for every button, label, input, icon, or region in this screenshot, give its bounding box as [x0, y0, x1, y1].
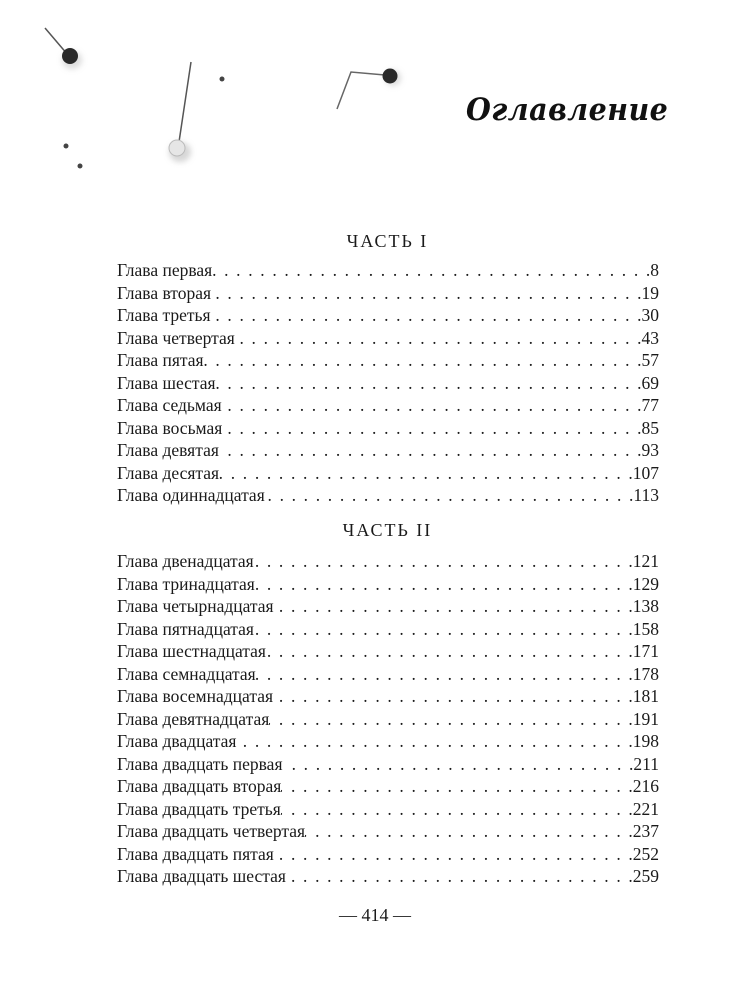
entry-label: Глава двадцать пятая: [117, 843, 274, 864]
dot-leader: [283, 753, 634, 776]
entry-page: 77: [641, 395, 659, 415]
toc-entry: [117, 462, 659, 485]
pin-icon: [45, 28, 82, 69]
entry-page: 221: [632, 798, 659, 819]
dot-icon: [64, 144, 69, 149]
page-title: Оглавление: [466, 92, 669, 128]
entry-label: Глава двадцать третья: [117, 798, 281, 819]
toc-entry: [117, 573, 659, 596]
entry-page: 30: [641, 305, 659, 325]
dot-leader: [305, 820, 633, 843]
entry-page: 171: [632, 641, 659, 661]
entry-label: Глава пятнадцатая: [117, 618, 254, 639]
entry-page: 85: [641, 417, 659, 438]
dot-leader: [254, 618, 633, 641]
entry-page: 178: [632, 663, 659, 684]
part-heading: ЧАСТЬ II: [342, 520, 433, 540]
dot-leader: [222, 417, 641, 440]
toc-entry: [117, 327, 659, 350]
dot-leader: [286, 865, 633, 888]
dot-leader: [222, 394, 642, 417]
entry-label: Глава одиннадцатая: [117, 485, 265, 505]
toc-entry: [117, 753, 659, 776]
entry-page: 93: [641, 440, 659, 460]
entry-label: Глава третья: [117, 305, 211, 325]
toc-list-part-2: [117, 550, 659, 888]
entry-page: 121: [632, 551, 659, 571]
toc-entry: [117, 550, 659, 573]
dot-icon: [220, 77, 225, 82]
entry-label: Глава девятая: [117, 440, 219, 460]
dot-leader: [236, 730, 632, 753]
toc-entry: [117, 417, 659, 440]
bent-pin-icon: [337, 69, 401, 110]
dot-leader: [211, 304, 642, 327]
entry-label: Глава восьмая: [117, 417, 223, 438]
toc-entry: [117, 820, 659, 843]
entry-label: Глава пятая: [117, 350, 204, 370]
dot-leader: [266, 640, 633, 663]
dot-leader: [211, 282, 641, 305]
entry-label: Глава шестнадцатая: [117, 641, 266, 661]
entry-label: Глава четырнадцатая: [117, 596, 274, 616]
entry-page: 107: [632, 462, 659, 483]
toc-entry: [117, 259, 659, 282]
entry-label: Глава восемнадцатая: [117, 686, 274, 706]
dot-leader: [254, 550, 633, 573]
dot-icon: [78, 164, 83, 169]
dot-leader: [281, 798, 633, 821]
dot-leader: [219, 439, 642, 462]
entry-page: 43: [641, 327, 659, 348]
toc-entry: [117, 372, 659, 395]
toc-entry: [117, 865, 659, 888]
entry-page: 19: [641, 282, 659, 303]
toc-entry: [117, 349, 659, 372]
page-number: — 414 —: [339, 905, 411, 925]
entry-label: Глава седьмая: [117, 395, 222, 415]
toc-entry: [117, 282, 659, 305]
entry-label: Глава десятая: [117, 462, 220, 483]
entry-page: 237: [632, 821, 659, 841]
entry-label: Глава двадцать вторая: [117, 776, 282, 796]
entry-page: 216: [632, 776, 659, 796]
dot-leader: [274, 843, 633, 866]
toc-entry: [117, 618, 659, 641]
entry-label: Глава двадцать четвертая: [117, 821, 306, 841]
toc-entry: [117, 484, 659, 507]
entry-page: 69: [641, 372, 659, 393]
entry-page: 129: [632, 573, 659, 594]
entry-label: Глава четвертая: [117, 327, 235, 348]
entry-label: Глава первая: [117, 260, 213, 280]
entry-label: Глава семнадцатая: [117, 663, 256, 684]
dot-leader: [274, 595, 633, 618]
dot-leader: [216, 372, 642, 395]
entry-label: Глава двенадцатая: [117, 551, 254, 571]
entry-page: 211: [633, 753, 659, 774]
entry-page: 158: [632, 618, 659, 639]
toc-entry: [117, 640, 659, 663]
toc-entry: [117, 843, 659, 866]
entry-page: 252: [632, 843, 659, 864]
entry-page: 138: [632, 596, 659, 616]
toc-list-part-1: [117, 259, 659, 507]
toc-entry: [117, 595, 659, 618]
entry-label: Глава двадцать шестая: [117, 866, 286, 886]
dot-leader: [265, 484, 634, 507]
dot-leader: [256, 663, 633, 686]
entry-label: Глава вторая: [117, 282, 212, 303]
dot-leader: [204, 349, 642, 372]
entry-page: 57: [641, 350, 659, 370]
dot-leader: [219, 462, 633, 485]
entry-label: Глава двадцатая: [117, 731, 237, 751]
toc-entry: [117, 775, 659, 798]
entry-page: 113: [633, 485, 659, 505]
pin-icon: [169, 62, 191, 162]
dot-leader: [255, 573, 633, 596]
entry-label: Глава тринадцатая: [117, 573, 255, 594]
entry-page: 8: [650, 260, 659, 280]
toc-entry: [117, 304, 659, 327]
entry-label: Глава девятнадцатая: [117, 708, 270, 729]
entry-label: Глава шестая: [117, 372, 216, 393]
toc-entry: [117, 663, 659, 686]
toc-entry: [117, 685, 659, 708]
dot-leader: [235, 327, 642, 350]
toc-entry: [117, 439, 659, 462]
toc-entry: [117, 708, 659, 731]
entry-label: Глава двадцать первая: [117, 753, 283, 774]
entry-page: 259: [632, 866, 659, 886]
entry-page: 191: [632, 708, 659, 729]
entry-page: 181: [632, 686, 659, 706]
dot-leader: [281, 775, 632, 798]
entry-page: 198: [632, 731, 659, 751]
dot-leader: [269, 708, 632, 731]
part-heading: ЧАСТЬ I: [346, 231, 429, 251]
toc-entry: [117, 394, 659, 417]
toc-entry: [117, 798, 659, 821]
dot-leader: [273, 685, 633, 708]
toc-entry: [117, 730, 659, 753]
dot-leader: [212, 259, 650, 282]
